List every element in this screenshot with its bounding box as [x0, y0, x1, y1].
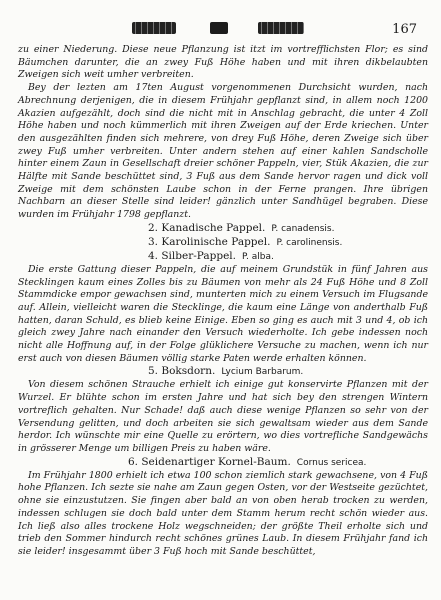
entry-kornel-baum [18, 456, 428, 470]
paragraph-1: zu einer Niederung. Diese neue Pflanzung ist itzt im vortrefflichsten Flor; es sind Bäumchen darunter, die an zwey Fuß Höhe haben und mit ihren dikbelaubten Zweigen sich weit umher verbreiten. [18, 44, 428, 81]
header-ornament-right [258, 22, 304, 34]
entry-latin: Cornus sericea. [296, 457, 367, 468]
page-body [18, 44, 428, 559]
header-ornament-left [132, 22, 176, 34]
entry-label: 6. Seidenartiger Kornel-Baum. [128, 455, 291, 468]
entry-latin: P. alba. [241, 251, 274, 262]
entry-kanadische-pappel [18, 222, 428, 236]
entry-silber-pappel [18, 250, 428, 264]
paragraph-4: Von diesem schönen Strauche erhielt ich einige gut konservirte Pflanzen mit der Wurzel. Er blühte schon im ersten Jahre und hat sich bey den strengen Wintern vortreflich gehalten. Nur Schade! daß auch diese wenige Pflanzen so sehr von der Versendung gelitten, und doch arbeiten sie sich gewaltsam wieder aus dem Sande herdor. Ich wünschte mir eine Quelle zu erörtern, wo dies vortrefliche Sandgewächs in grösserer Menge um billigen Preis zu haben wäre. [18, 379, 428, 454]
entry-label: 4. Silber-Pappel. [148, 249, 236, 262]
paragraph-5: Im Frühjahr 1800 erhielt ich etwa 100 schon ziemlich stark gewachsene, von 4 Fuß hohe Pflanzen. Ich sezte sie nahe am Zaun gegen Osten, vor der Westseite gezüchtet, ohne sie einzustutzen. Sie fingen aber bald an von oben herab trocken zu werden, indessen schlugen sie doch bald unter dem Stamm herum recht schön wieder aus. Ich ließ also alles trockene Holz wegschneiden; der größte Theil erholte sich und trieb den Sommer hindurch recht schönes grünes Laub. In diesem Frühjahr fand ich sie leider! insgesammt über 3 Fuß hoch mit Sande beschüttet, [18, 469, 428, 557]
entry-latin: Lycium Barbarum. [221, 367, 304, 378]
entry-latin: P. canadensis. [271, 223, 335, 234]
paragraph-3: Die erste Gattung dieser Pappeln, die auf meinem Grundstük in fünf Jahren aus Stecklingen kaum eines Zolles bis zu Bäumen von mehr als 24 Fuß Höhe und 8 Zoll Stammdicke empor gewachsen sind, munterten mich zu einem Versuch im Flugsande auf. Allein, vielleicht waren die Stecklinge, die kaum eine Länge von anderthalb Fuß hatten, daran Schuld, es blieb keine Einige. Eben so ging es auch mit 3 und 4, ob ich gleich zwey Jahre nach einander den Versuch wiederholte. Ich gebe indessen noch nicht alle Hoffnung auf, in der Folge glüklichere Versuche zu machen, wenn ich nur erst auch von diesen Bäumen völlig starke Paten werde erhalten können. [18, 263, 428, 364]
entry-label: 3. Karolinische Pappel. [148, 235, 271, 248]
entry-karolinische-pappel [18, 236, 428, 250]
paragraph-2: Bey der lezten am 17ten August vorgenommenen Durchsicht wurden, nach Abrechnung derjenigen, die in diesem Frühjahr gepflanzt sind, in allem noch 1200 Akazien aufgezählt, doch sind die nicht mit in Anschlag gebracht, die unter 4 Zoll Höhe haben und noch kümmerlich mit ihren Zweigen auf der Erde kriechen. Unter den ausgezählten finden sich mehrere, von drey Fuß Höhe, deren Zweige sich über zwey Fuß umher verbreiten. Unter andern stehen auf einer kahlen Sandscholle hinter einem Zaun in Gesellschaft dreier schöner Pappeln, vier, Stük Akazien, die zur Hälfte mit Sande beschüttet sind, 3 Fuß aus dem Sande hervor ragen und dick voll Zweige mit dem schönsten Laube schon in der Ferne prangen. Ihre übrigen Nachbarn an dieser Stelle sind leider! gänzlich unter Sandhügel begraben. Diese wurden im Frühjahr 1798 gepflanzt. [18, 82, 428, 221]
header-ornament-center [210, 22, 228, 34]
page-header [0, 18, 441, 40]
entry-label: 2. Kanadische Pappel. [148, 221, 266, 234]
entry-latin: P. carolinensis. [276, 237, 343, 248]
entry-boksdorn [18, 365, 428, 379]
page-number: 167 [392, 22, 417, 37]
entry-label: 5. Boksdorn. [148, 365, 216, 378]
